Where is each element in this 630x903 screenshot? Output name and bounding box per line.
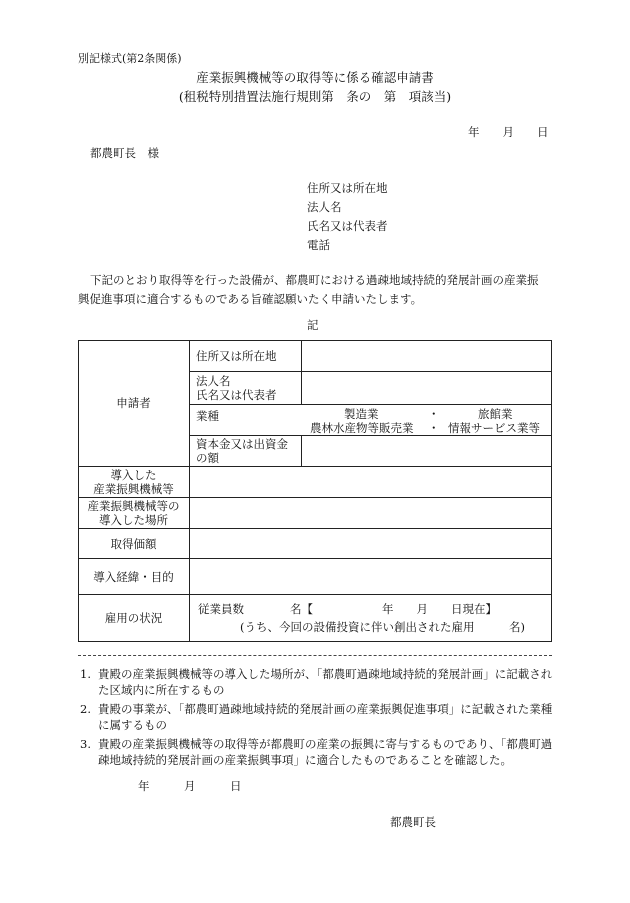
employment-line1: 従業員数 名【 年 月 日現在】 <box>198 602 497 616</box>
price-label: 取得価額 <box>110 536 157 551</box>
place-label-cell <box>78 498 189 528</box>
document-title: 産業振興機械等の取得等に係る確認申請書 <box>196 70 434 85</box>
corp-label-cell <box>190 372 301 404</box>
dashed-divider <box>78 655 552 656</box>
employment-label: 雇用の状況 <box>104 611 163 625</box>
industry-option-agri-sales[interactable]: 農林水産物等販売業 <box>310 421 414 435</box>
applicant-address-label: 住所又は所在地 <box>307 181 388 195</box>
note-text: 貴殿の産業振興機械等の取得等が都農町の産業の振興に寄与するものであり、「都農町過疎地域持続的発展計画の産業振興事項」に適合したものであることを確認した。 <box>98 737 553 767</box>
machine-label-cell <box>78 467 189 497</box>
capital-label-cell <box>190 436 301 466</box>
form-number: 別記様式(第2条関係) <box>78 52 182 65</box>
place-label: 産業振興機械等の <box>87 499 180 513</box>
machine-field[interactable] <box>190 467 551 497</box>
reason-field[interactable] <box>190 559 551 594</box>
machine-label: 導入した <box>110 468 157 482</box>
address-label: 住所又は所在地 <box>196 348 277 363</box>
industry-separator: ・ <box>428 407 440 421</box>
employment-line2: (うち、今回の設備投資に伴い創出された雇用 名) <box>240 620 525 634</box>
application-table <box>78 340 552 642</box>
note-number: 2. <box>80 702 91 716</box>
addressee: 都農町長 様 <box>90 146 159 160</box>
note-number: 3. <box>80 737 91 751</box>
industry-option-inn[interactable]: 旅館業 <box>478 407 513 421</box>
industry-options <box>302 405 551 435</box>
industry-separator: ・ <box>428 421 440 435</box>
price-field[interactable] <box>190 529 551 558</box>
place-field[interactable] <box>190 498 551 528</box>
address-label-cell <box>190 340 301 371</box>
employment-field[interactable] <box>190 595 551 641</box>
applicant-representative-label: 氏名又は代表者 <box>307 219 388 233</box>
applicant-label: 申請者 <box>116 396 151 410</box>
address-field[interactable] <box>302 341 551 371</box>
place-label-suffix: 導入した場所 <box>99 513 168 527</box>
industry-option-info-service[interactable]: 情報サービス業等 <box>448 421 540 435</box>
capital-label-suffix: の額 <box>196 451 219 465</box>
machine-label-suffix: 産業振興機械等 <box>93 482 174 496</box>
confirmation-date: 年 月 日 <box>138 779 242 793</box>
application-date: 年 月 日 <box>468 125 549 139</box>
body-text-line1: 下記のとおり取得等を行った設備が、都農町における過疎地域持続的発展計画の産業振 <box>90 273 539 287</box>
reason-label-cell <box>78 559 189 594</box>
corp-label: 法人名 <box>196 374 231 388</box>
reason-label: 導入経緯・目的 <box>93 569 174 584</box>
applicant-phone-label: 電話 <box>307 238 330 252</box>
applicant-corp-label: 法人名 <box>307 200 342 214</box>
note-item-1 <box>80 666 553 700</box>
industry-option-manufacturing[interactable]: 製造業 <box>344 407 379 421</box>
note-text: 貴殿の産業振興機械等の導入した場所が、「都農町過疎地域持続的発展計画」に記載された区域内に所在するもの <box>98 667 553 697</box>
body-text-line2: 興促進事項に適合するものである旨確認願いたく申請いたします。 <box>78 292 423 306</box>
industry-label-cell <box>190 405 301 439</box>
signer: 都農町長 <box>390 815 436 829</box>
employment-label-cell <box>78 595 189 641</box>
note-text: 貴殿の事業が、「都農町過疎地域持続的発展計画の産業振興促進事項」に記載された業種に属するもの <box>98 702 553 732</box>
industry-label: 業種 <box>196 409 219 423</box>
ki-heading: 記 <box>307 318 319 332</box>
note-item-3 <box>80 736 553 770</box>
document-subtitle: (租税特別措置法施行規則第 条の 第 項該当) <box>178 89 452 104</box>
note-number: 1. <box>80 667 91 681</box>
capital-field[interactable] <box>302 436 551 466</box>
note-item-2 <box>80 701 553 735</box>
capital-label: 資本金又は出資金 <box>196 437 288 451</box>
applicant-header-cell <box>78 340 189 466</box>
price-label-cell <box>78 529 189 558</box>
representative-label: 氏名又は代表者 <box>196 388 277 402</box>
corp-field[interactable] <box>302 372 551 404</box>
